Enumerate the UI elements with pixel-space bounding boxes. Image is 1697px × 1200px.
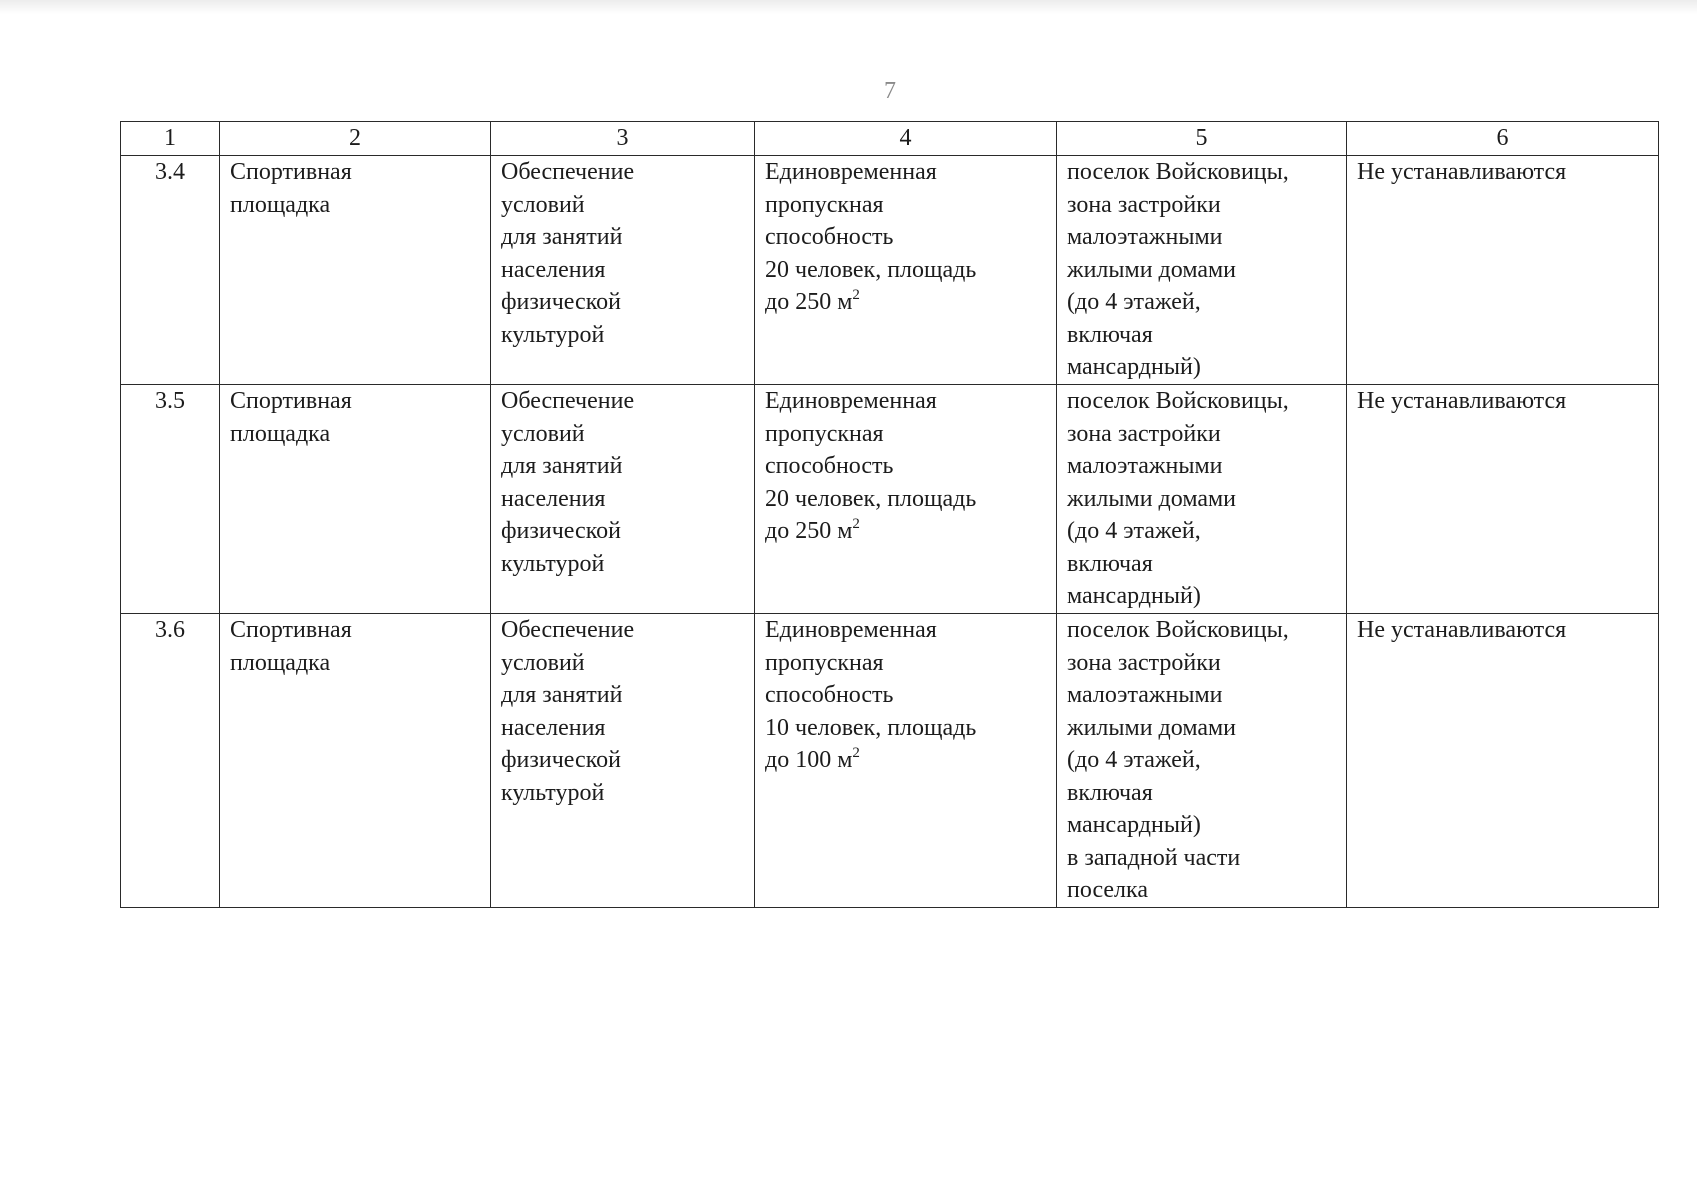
zones-cell: Не устанавливаются <box>1347 156 1659 385</box>
header-cell: 2 <box>220 122 491 156</box>
table-header-row <box>121 122 1659 156</box>
capacity-cell <box>755 385 1057 614</box>
capacity-cell <box>755 156 1057 385</box>
area-unit-superscript: 2 <box>852 516 860 532</box>
header-cell: 6 <box>1347 122 1659 156</box>
location-cell: поселок Войсковицы, зона застройки малоэтажными жилыми домами (до 4 этажей, включая мансардный) <box>1057 156 1347 385</box>
header-cell: 4 <box>755 122 1057 156</box>
area-unit-superscript: 2 <box>852 745 860 761</box>
objects-table <box>120 121 1659 908</box>
purpose-cell: Обеспечение условий для занятий населения физической культурой <box>491 156 755 385</box>
object-name-cell: Спортивная площадка <box>220 614 491 908</box>
zones-cell: Не устанавливаются <box>1347 614 1659 908</box>
purpose-cell: Обеспечение условий для занятий населения физической культурой <box>491 385 755 614</box>
capacity-text: Единовременная пропускная способность 10 человек, площадь до 100 м <box>765 617 977 773</box>
object-name-cell: Спортивная площадка <box>220 385 491 614</box>
page-number: 7 <box>884 78 896 104</box>
row-number-cell: 3.6 <box>121 614 220 908</box>
capacity-text: Единовременная пропускная способность 20 человек, площадь до 250 м <box>765 388 977 544</box>
purpose-cell: Обеспечение условий для занятий населения физической культурой <box>491 614 755 908</box>
table-row <box>121 156 1659 385</box>
row-number-cell: 3.5 <box>121 385 220 614</box>
table-row <box>121 385 1659 614</box>
table-row <box>121 614 1659 908</box>
capacity-text: Единовременная пропускная способность 20 человек, площадь до 250 м <box>765 159 977 315</box>
location-cell: поселок Войсковицы, зона застройки малоэтажными жилыми домами (до 4 этажей, включая мансардный) <box>1057 385 1347 614</box>
location-cell: поселок Войсковицы, зона застройки малоэтажными жилыми домами (до 4 этажей, включая мансардный) в западной части поселка <box>1057 614 1347 908</box>
area-unit-superscript: 2 <box>852 287 860 303</box>
scan-edge-shadow <box>0 0 1697 14</box>
header-cell: 1 <box>121 122 220 156</box>
row-number-cell: 3.4 <box>121 156 220 385</box>
zones-cell: Не устанавливаются <box>1347 385 1659 614</box>
capacity-cell <box>755 614 1057 908</box>
header-cell: 3 <box>491 122 755 156</box>
header-cell: 5 <box>1057 122 1347 156</box>
object-name-cell: Спортивная площадка <box>220 156 491 385</box>
